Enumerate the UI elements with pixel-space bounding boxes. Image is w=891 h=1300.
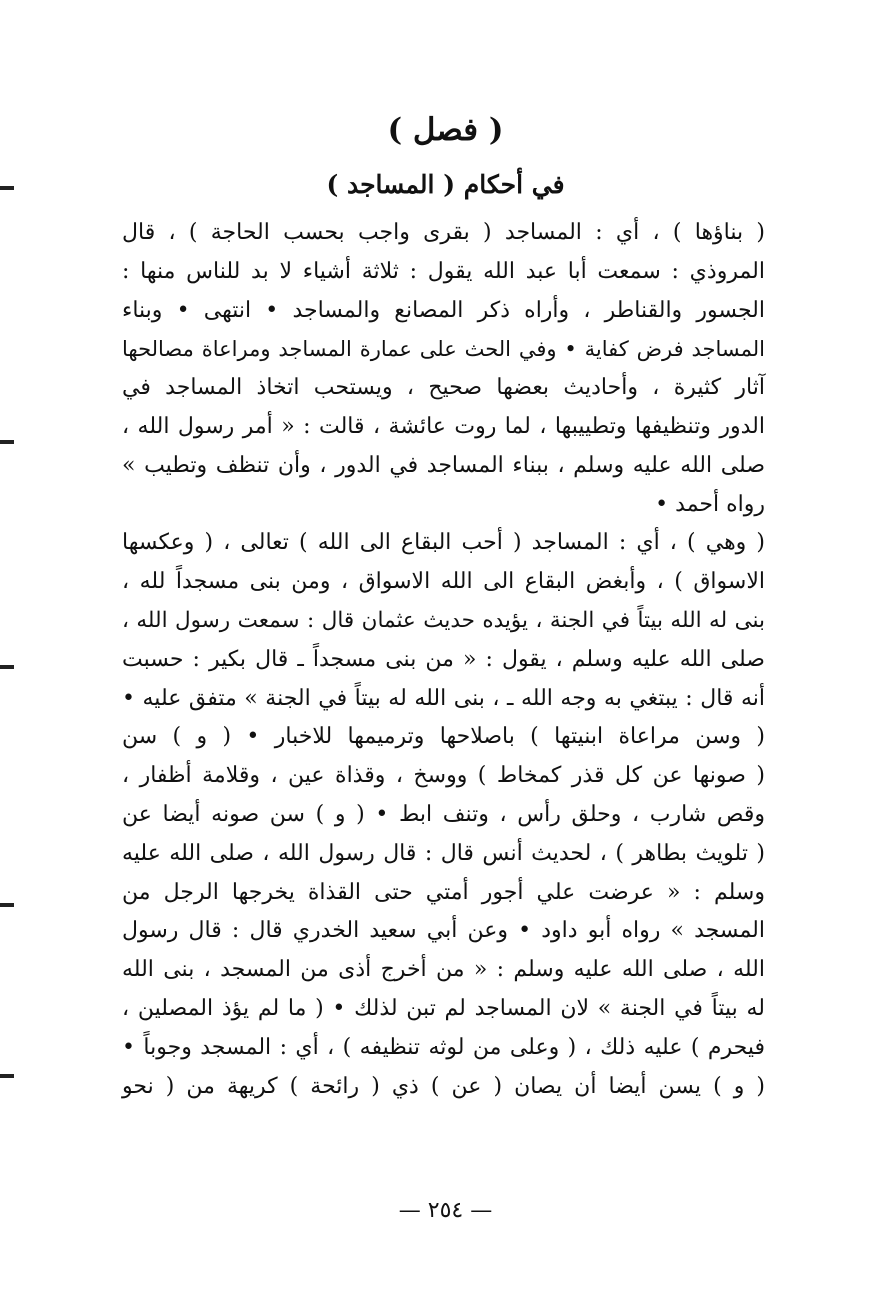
page-number: — ٢٥٤ — xyxy=(398,1198,493,1223)
paragraph xyxy=(122,214,765,524)
text-line: ( تلويث بطاهر ) ، لحديث أنس قال : قال رسول الله ، صلى الله عليه xyxy=(122,840,765,866)
margin-mark xyxy=(0,903,14,907)
text-line: بنى له الله بيتاً في الجنة ، يؤيده حديث عثمان قال : سمعت رسول الله ، xyxy=(122,607,765,633)
text-line: المروذي : سمعت أبا عبد الله يقول : ثلاثة أشياء لا بد للناس منها : xyxy=(122,258,765,284)
margin-mark xyxy=(0,440,14,444)
text-line: ( بناؤها ) ، أي : المساجد ( بقرى واجب بحسب الحاجة ) ، قال xyxy=(122,220,765,245)
text-line: رواه أحمد • xyxy=(655,491,765,517)
text-line: فيحرم ) عليه ذلك ، ( وعلى من لوثه تنظيفه ) ، أي : المسجد وجوباً • xyxy=(122,1034,765,1060)
text-line: ( وهي ) ، أي : المساجد ( أحب البقاع الى الله ) تعالى ، ( وعكسها xyxy=(122,530,765,556)
text-line: ( وسن مراعاة ابنيتها ) باصلاحها وترميمها للاخبار • ( و ) سن xyxy=(122,724,765,750)
text-line: ( صونها عن كل قذر كمخاط ) ووسخ ، وقذاة عين ، وقلامة أظفار ، xyxy=(122,763,766,789)
chapter-title: ( فصل ) xyxy=(387,112,504,148)
text-line: الاسواق ) ، وأبغض البقاع الى الله الاسواق ، ومن بنى مسجداً لله ، xyxy=(122,569,765,595)
margin-mark xyxy=(0,1074,14,1078)
text-line: المسجد » رواه أبو داود • وعن أبي سعيد الخدري قال : قال رسول xyxy=(122,918,765,944)
text-line: صلى الله عليه وسلم ، يقول : « من بنى مسجداً ـ قال بكير : حسبت xyxy=(122,646,765,672)
text-line: الدور وتنظيفها وتطييبها ، لما روت عائشة ، قالت : « أمر رسول الله ، xyxy=(122,413,765,439)
text-line: وقص شارب ، وحلق رأس ، وتنف ابط • ( و ) سن صونه أيضا عن xyxy=(122,801,765,827)
text-line: الله ، صلى الله عليه وسلم : « من أخرج أذى من المسجد ، بنى الله xyxy=(122,957,765,983)
paragraph xyxy=(122,524,765,1106)
text-line: آثار كثيرة ، وأحاديث بعضها صحيح ، ويستحب اتخاذ المساجد في xyxy=(122,375,765,401)
body-text xyxy=(122,214,765,1106)
text-line: المساجد فرض كفاية • وفي الحث على عمارة المساجد ومراعاة مصالحها xyxy=(122,337,765,362)
margin-mark xyxy=(0,665,14,669)
text-line: له بيتاً في الجنة » لان المساجد لم تبن لذلك • ( ما لم يؤذ المصلين ، xyxy=(122,995,765,1021)
text-line: أنه قال : يبتغي به وجه الله ـ ، بنى الله له بيتاً في الجنة » متفق عليه • xyxy=(122,685,765,711)
chapter-subtitle: في أحكام ( المساجد ) xyxy=(326,170,565,199)
text-line: ( و ) يسن أيضا أن يصان ( عن ) ذي ( رائحة ) كريهة من ( نحو xyxy=(122,1073,765,1099)
text-line: صلى الله عليه وسلم ، ببناء المساجد في الدور ، وأن تنظف وتطيب » xyxy=(122,452,765,478)
text-line: وسلم : « عرضت علي أجور أمتي حتى القذاة يخرجها الرجل من xyxy=(122,879,765,905)
text-line: الجسور والقناطر ، وأراه ذكر المصانع والمساجد • انتهى • وبناء xyxy=(122,297,765,323)
